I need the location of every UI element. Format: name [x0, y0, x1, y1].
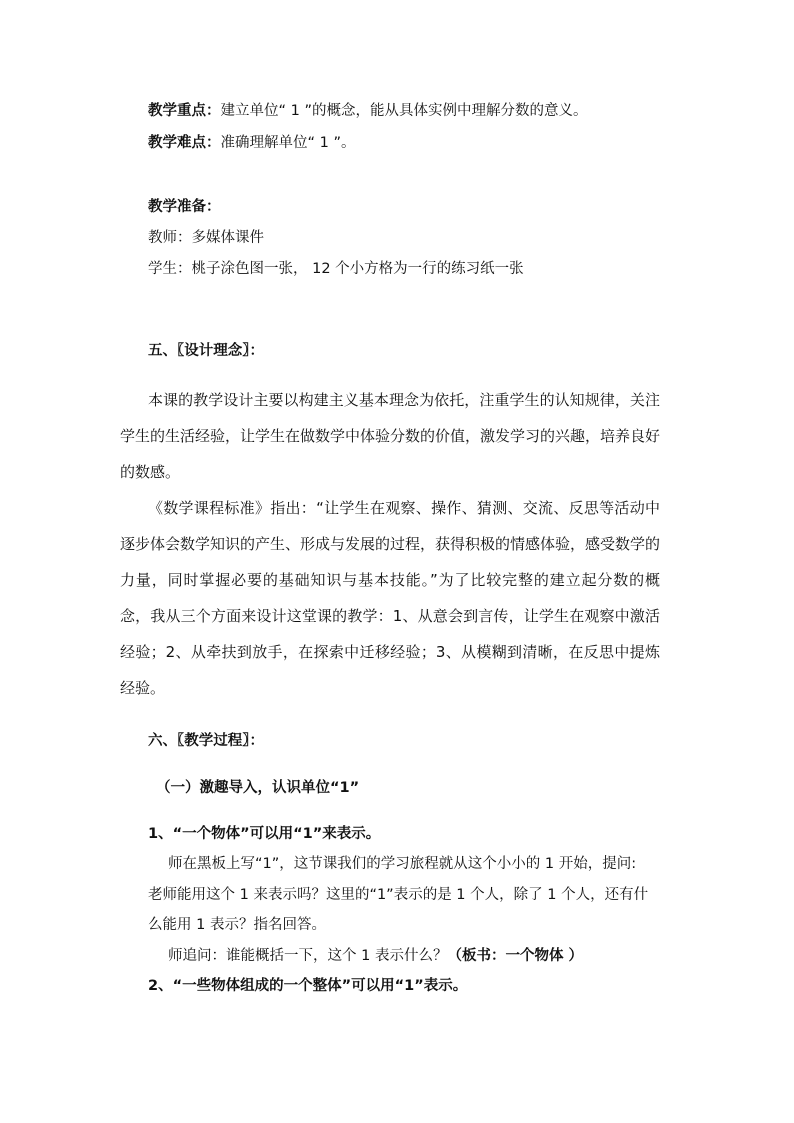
section6-sub1: （一）激趣导入，认识单位“1”: [156, 780, 360, 796]
section6-item1-line3: 么能用 1 表示？指名回答。: [148, 917, 326, 933]
section5-para1: 本课的教学设计主要以构建主义基本理念为依托，注重学生的认知规律，关注学生的生活经验，让学生在做数学中体验分数的价值，激发学习的兴趣，培养良好的数感。: [120, 391, 661, 481]
key-point-line: [148, 101, 587, 121]
difficulty-line: [148, 133, 355, 153]
board-note: （板书：一个物体 ）: [447, 948, 584, 964]
difficulty-label: 教学难点：: [148, 135, 221, 151]
prep-teacher: 教师：多媒体课件: [148, 230, 264, 246]
prep-label: 教学准备：: [148, 199, 221, 215]
section5-para2: 《数学课程标准》指出：“让学生在观察、操作、猜测、交流、反思等活动中逐步体会数学知识的产生、形成与发展的过程，获得积极的情感体验，感受数学的力量，同时掌握必要的基础知识与基本技能。”为了比较完整的建立起分数的概念，我从三个方面来设计这堂课的教学：1、从意会到言传，让学生在观察中激活经验；2、从牵扶到放手，在探索中迁移经验；3、从模糊到清晰，在反思中提炼经验。: [120, 499, 661, 697]
section6-heading: 六、〖教学过程〗：: [148, 733, 264, 749]
section6-item1-line1: 师在黑板上写“1”，这节课我们的学习旅程就从这个小小的 1 开始，提问:: [168, 856, 637, 872]
difficulty-text: 准确理解单位“ 1 ”。: [220, 135, 356, 151]
followup-question: 师追问：谁能概括一下，这个 1 表示什么？: [168, 948, 448, 964]
prep-student: 学生：桃子涂色图一张， 12 个小方格为一行的练习纸一张: [148, 261, 524, 277]
section6-item1: 1、“一个物体”可以用“1”来表示。: [148, 826, 381, 842]
section6-item1-line2: 老师能用这个 1 来表示吗？这里的“1”表示的是 1 个人，除了 1 个人，还有什: [148, 887, 649, 903]
section5-heading: 五、〖设计理念〗：: [148, 343, 264, 359]
key-point-text: 建立单位“ 1 ”的概念，能从具体实例中理解分数的意义。: [220, 103, 588, 119]
section6-item1-line4: [168, 946, 583, 966]
key-point-label: 教学重点：: [148, 103, 221, 119]
section6-item2: 2、“一些物体组成的一个整体”可以用“1”表示。: [148, 978, 468, 994]
